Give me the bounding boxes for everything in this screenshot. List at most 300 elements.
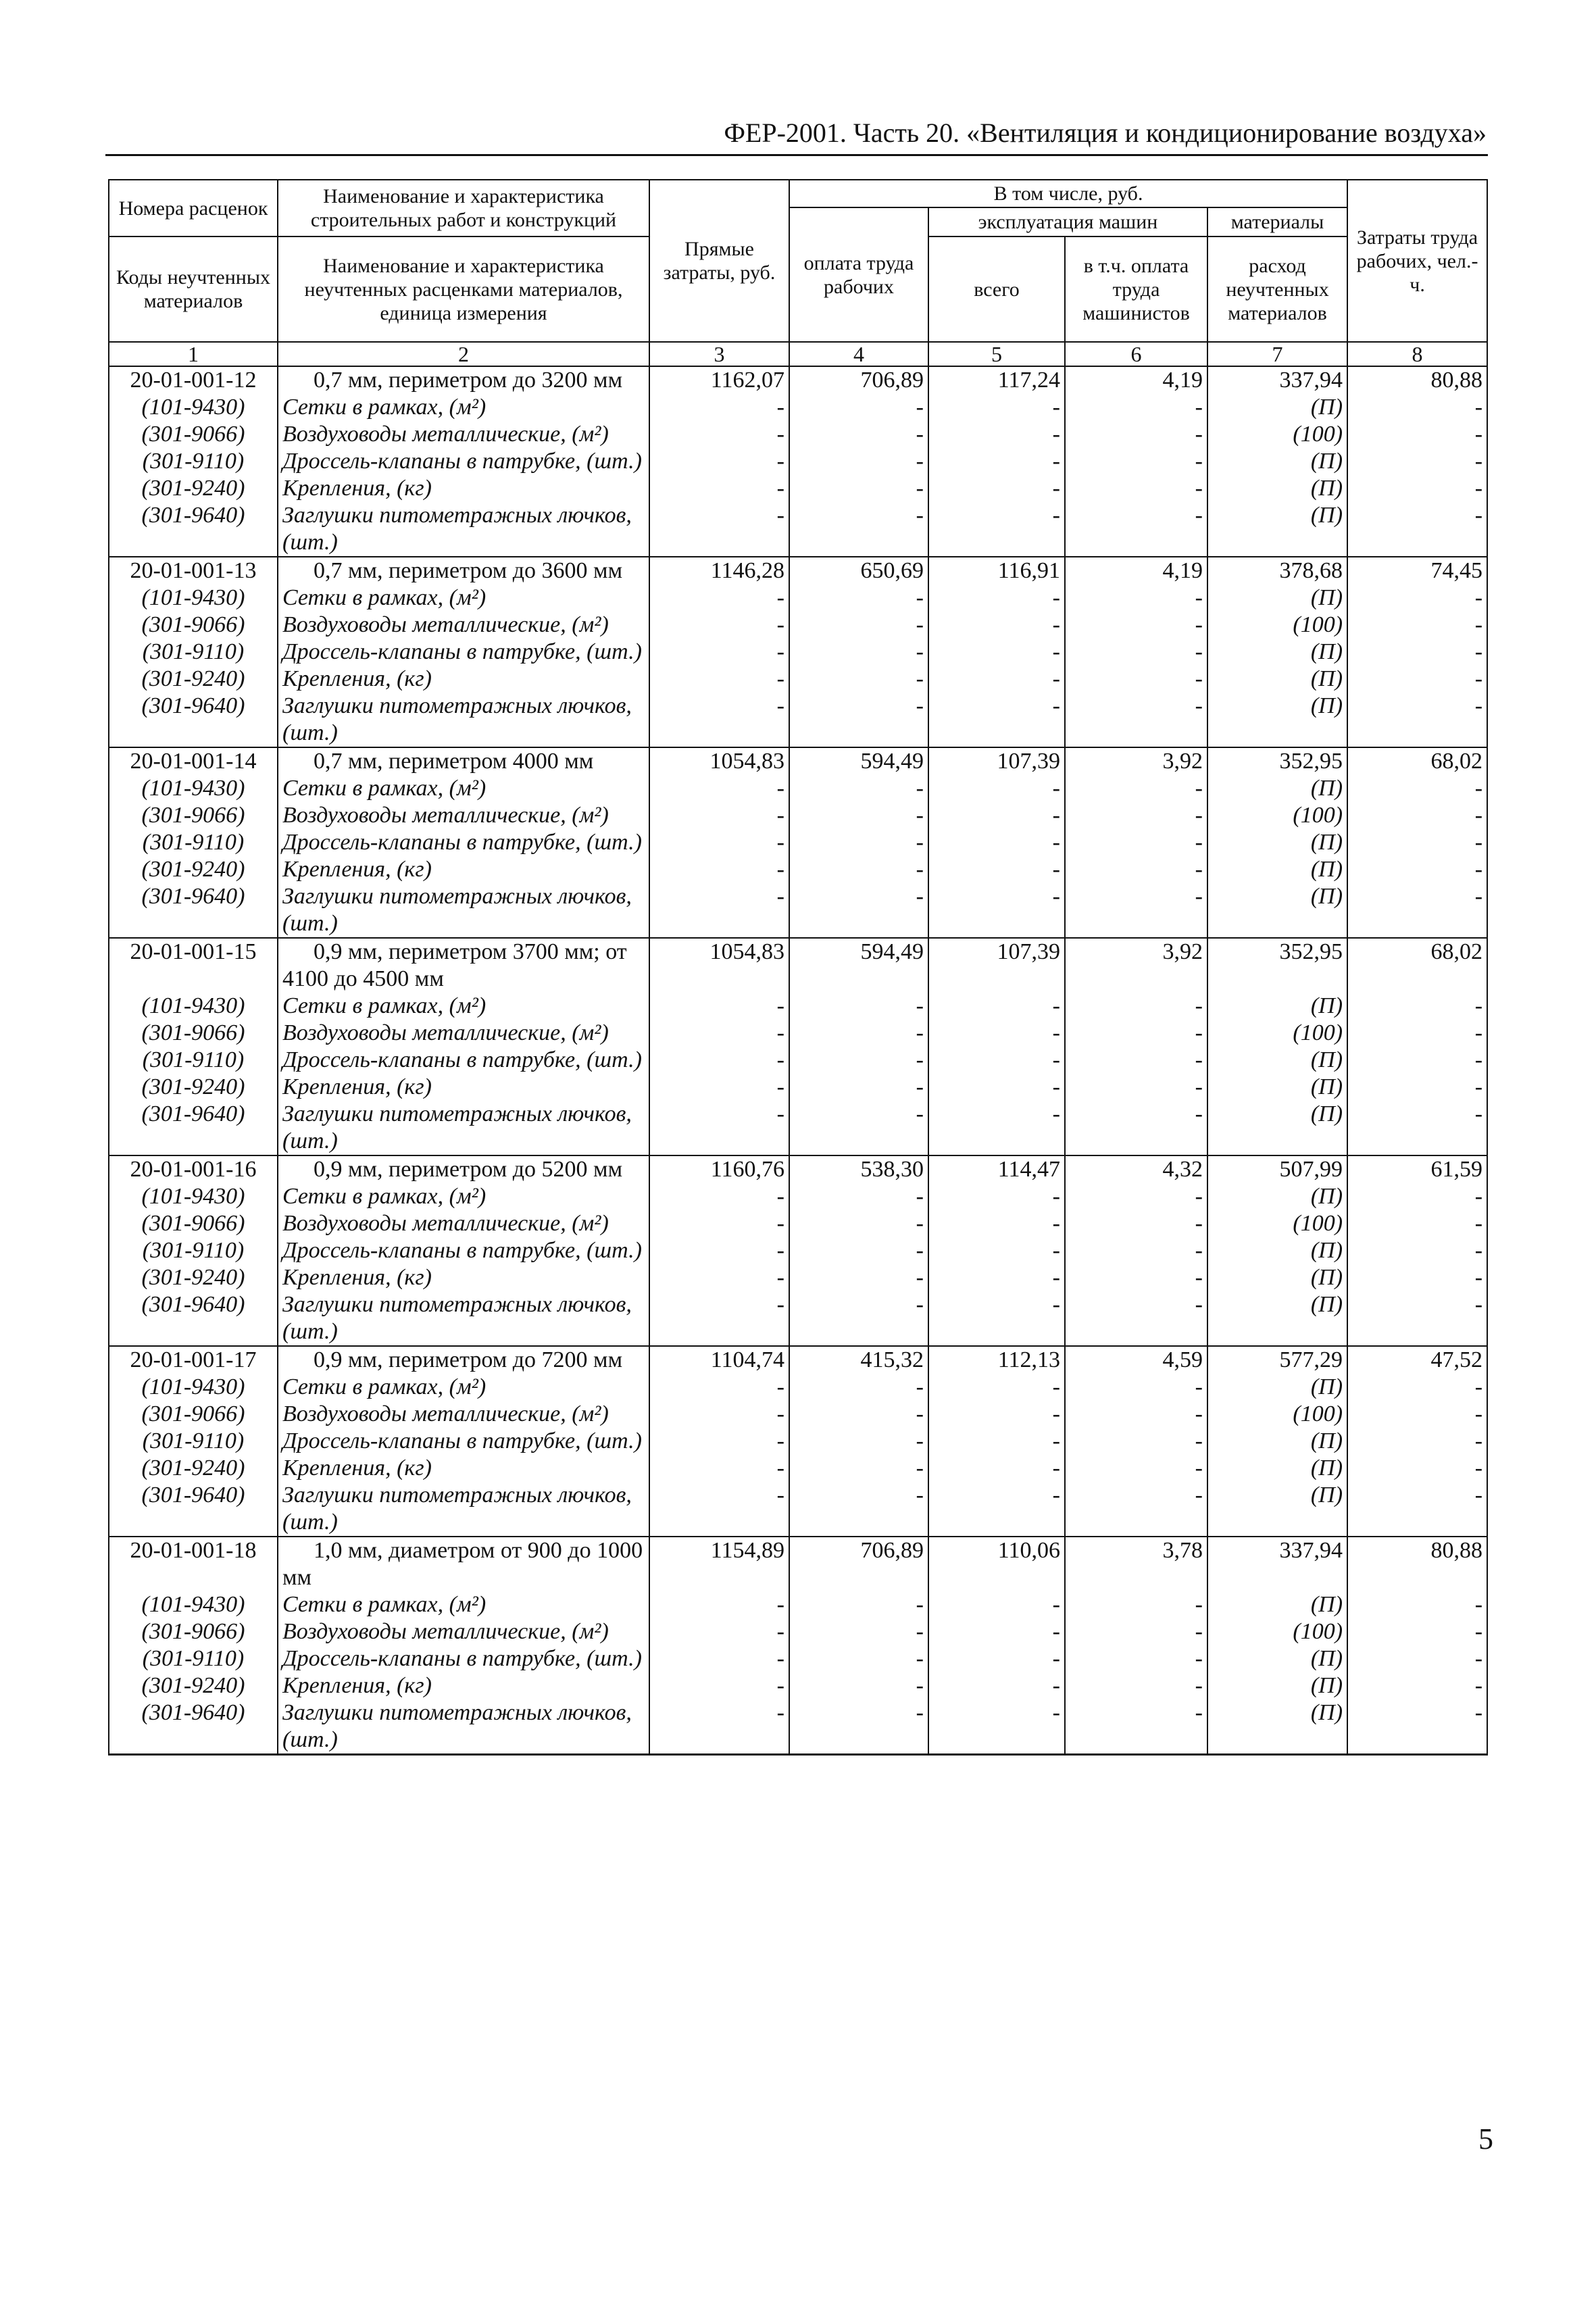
- material-row: [109, 639, 1487, 666]
- material-usage: (П): [1207, 639, 1347, 666]
- dash-cell: -: [649, 1237, 789, 1264]
- material-code: (301-9240): [109, 1074, 278, 1101]
- dash-cell: -: [928, 1374, 1065, 1401]
- dash-cell: -: [1065, 475, 1207, 502]
- material-usage: (П): [1207, 1672, 1347, 1699]
- dash-cell: -: [928, 612, 1065, 639]
- dash-cell: -: [789, 1183, 928, 1210]
- workers-pay-value: 706,89: [789, 366, 928, 394]
- material-usage: (П): [1207, 1591, 1347, 1618]
- materials-value: 577,29: [1207, 1346, 1347, 1374]
- dash-cell: -: [649, 1264, 789, 1291]
- dash-cell: -: [1347, 1645, 1487, 1672]
- dash-cell: -: [1347, 1618, 1487, 1645]
- dash-cell: -: [649, 1374, 789, 1401]
- dash-cell: -: [649, 1047, 789, 1074]
- material-usage: (П): [1207, 1291, 1347, 1346]
- rate-name: 0,9 мм, периметром 3700 мм; от 4100 до 4500 мм: [278, 938, 649, 993]
- material-usage: (П): [1207, 993, 1347, 1020]
- material-usage: (П): [1207, 1374, 1347, 1401]
- dash-cell: -: [1347, 1074, 1487, 1101]
- material-code: (301-9066): [109, 1401, 278, 1428]
- material-code: (301-9110): [109, 639, 278, 666]
- rate-name: 0,9 мм, периметром до 5200 мм: [278, 1155, 649, 1183]
- material-usage: (П): [1207, 856, 1347, 883]
- rate-name: 0,7 мм, периметром до 3600 мм: [278, 557, 649, 584]
- dash-cell: -: [789, 1101, 928, 1155]
- material-code: (301-9240): [109, 475, 278, 502]
- material-usage: (П): [1207, 1264, 1347, 1291]
- material-usage: (П): [1207, 1482, 1347, 1537]
- dash-cell: -: [1065, 1482, 1207, 1537]
- material-name: Заглушки питометражных лючков, (шт.): [278, 1101, 649, 1155]
- dash-cell: -: [1065, 1101, 1207, 1155]
- dash-cell: -: [1347, 693, 1487, 747]
- material-code: (301-9640): [109, 1291, 278, 1346]
- material-code: (101-9430): [109, 584, 278, 612]
- materials-value: 352,95: [1207, 747, 1347, 775]
- material-row: [109, 993, 1487, 1020]
- dash-cell: -: [649, 883, 789, 938]
- rate-row: [109, 1155, 1487, 1183]
- dash-cell: -: [1065, 1455, 1207, 1482]
- column-number: 2: [278, 342, 649, 366]
- dash-cell: -: [928, 856, 1065, 883]
- dash-cell: -: [1347, 584, 1487, 612]
- direct-costs-value: 1160,76: [649, 1155, 789, 1183]
- dash-cell: -: [649, 1074, 789, 1101]
- dash-cell: -: [1065, 639, 1207, 666]
- dash-cell: -: [1065, 829, 1207, 856]
- header-material-codes: Коды неучтенных материалов: [109, 237, 278, 342]
- dash-cell: -: [928, 1618, 1065, 1645]
- dash-cell: -: [928, 1482, 1065, 1537]
- dash-cell: -: [1347, 448, 1487, 475]
- dash-cell: -: [928, 1455, 1065, 1482]
- material-row: [109, 612, 1487, 639]
- operators-pay-value: 3,92: [1065, 938, 1207, 993]
- column-number: 7: [1207, 342, 1347, 366]
- material-usage: (П): [1207, 693, 1347, 747]
- dash-cell: -: [928, 993, 1065, 1020]
- dash-cell: -: [789, 1591, 928, 1618]
- material-name: Сетки в рамках, (м²): [278, 394, 649, 421]
- dash-cell: -: [789, 1699, 928, 1755]
- material-code: (301-9240): [109, 1264, 278, 1291]
- dash-cell: -: [928, 1047, 1065, 1074]
- dash-cell: -: [1347, 1101, 1487, 1155]
- dash-cell: -: [1065, 1401, 1207, 1428]
- materials-value: 507,99: [1207, 1155, 1347, 1183]
- machines-total-value: 110,06: [928, 1537, 1065, 1591]
- material-usage: (100): [1207, 1618, 1347, 1645]
- material-code: (301-9066): [109, 802, 278, 829]
- dash-cell: -: [789, 775, 928, 802]
- material-row: [109, 502, 1487, 557]
- direct-costs-value: 1146,28: [649, 557, 789, 584]
- dash-cell: -: [1347, 1428, 1487, 1455]
- workers-pay-value: 594,49: [789, 747, 928, 775]
- dash-cell: -: [1347, 1264, 1487, 1291]
- dash-cell: -: [789, 584, 928, 612]
- dash-cell: -: [1065, 993, 1207, 1020]
- dash-cell: -: [789, 1645, 928, 1672]
- material-row: [109, 475, 1487, 502]
- dash-cell: -: [789, 1401, 928, 1428]
- dash-cell: -: [789, 829, 928, 856]
- material-code: (301-9640): [109, 693, 278, 747]
- dash-cell: -: [649, 1455, 789, 1482]
- material-usage: (П): [1207, 1455, 1347, 1482]
- material-name: Сетки в рамках, (м²): [278, 1183, 649, 1210]
- dash-cell: -: [789, 1374, 928, 1401]
- material-name: Заглушки питометражных лючков, (шт.): [278, 883, 649, 938]
- material-row: [109, 856, 1487, 883]
- dash-cell: -: [1065, 394, 1207, 421]
- material-code: (301-9110): [109, 829, 278, 856]
- material-row: [109, 1482, 1487, 1537]
- dash-cell: -: [1065, 1047, 1207, 1074]
- material-row: [109, 1645, 1487, 1672]
- rates-table: [108, 179, 1488, 1756]
- header-machines-total: всего: [928, 237, 1065, 342]
- workers-pay-value: 538,30: [789, 1155, 928, 1183]
- workers-pay-value: 415,32: [789, 1346, 928, 1374]
- dash-cell: -: [789, 1482, 928, 1537]
- material-row: [109, 1264, 1487, 1291]
- table-body: [109, 366, 1487, 1755]
- dash-cell: -: [1065, 1672, 1207, 1699]
- labor-hours-value: 61,59: [1347, 1155, 1487, 1183]
- material-code: (301-9640): [109, 1101, 278, 1155]
- dash-cell: -: [1065, 1699, 1207, 1755]
- dash-cell: -: [789, 421, 928, 448]
- header-materials-usage: расход неучтенных материалов: [1207, 237, 1347, 342]
- material-usage: (100): [1207, 1401, 1347, 1428]
- dash-cell: -: [789, 394, 928, 421]
- dash-cell: -: [1347, 775, 1487, 802]
- material-code: (301-9240): [109, 1672, 278, 1699]
- material-name: Заглушки питометражных лючков, (шт.): [278, 502, 649, 557]
- dash-cell: -: [649, 448, 789, 475]
- dash-cell: -: [1347, 1291, 1487, 1346]
- material-code: (301-9066): [109, 1210, 278, 1237]
- machines-total-value: 116,91: [928, 557, 1065, 584]
- dash-cell: -: [1347, 1455, 1487, 1482]
- dash-cell: -: [1065, 775, 1207, 802]
- material-usage: (П): [1207, 394, 1347, 421]
- direct-costs-value: 1054,83: [649, 938, 789, 993]
- material-usage: (П): [1207, 1428, 1347, 1455]
- dash-cell: -: [1065, 1618, 1207, 1645]
- material-row: [109, 1210, 1487, 1237]
- dash-cell: -: [789, 1618, 928, 1645]
- dash-cell: -: [789, 1047, 928, 1074]
- dash-cell: -: [789, 993, 928, 1020]
- dash-cell: -: [649, 502, 789, 557]
- material-code: (301-9066): [109, 1618, 278, 1645]
- header-workers-pay: оплата труда рабочих: [789, 207, 928, 342]
- column-number: 3: [649, 342, 789, 366]
- material-usage: (П): [1207, 502, 1347, 557]
- material-name: Воздуховоды металлические, (м²): [278, 1401, 649, 1428]
- dash-cell: -: [1347, 1374, 1487, 1401]
- material-row: [109, 448, 1487, 475]
- material-row: [109, 394, 1487, 421]
- material-name: Воздуховоды металлические, (м²): [278, 1020, 649, 1047]
- operators-pay-value: 3,78: [1065, 1537, 1207, 1591]
- material-code: (101-9430): [109, 993, 278, 1020]
- material-usage: (П): [1207, 1699, 1347, 1755]
- dash-cell: -: [1065, 802, 1207, 829]
- dash-cell: -: [928, 584, 1065, 612]
- material-name: Сетки в рамках, (м²): [278, 584, 649, 612]
- material-row: [109, 829, 1487, 856]
- header-operators-pay: в т.ч. оплата труда машинистов: [1065, 237, 1207, 342]
- dash-cell: -: [649, 1618, 789, 1645]
- material-name: Воздуховоды металлические, (м²): [278, 1618, 649, 1645]
- machines-total-value: 117,24: [928, 366, 1065, 394]
- material-name: Крепления, (кг): [278, 1074, 649, 1101]
- dash-cell: -: [928, 1074, 1065, 1101]
- material-name: Заглушки питометражных лючков, (шт.): [278, 1482, 649, 1537]
- dash-cell: -: [649, 612, 789, 639]
- dash-cell: -: [649, 993, 789, 1020]
- material-row: [109, 1074, 1487, 1101]
- rate-code: 20-01-001-17: [109, 1346, 278, 1374]
- material-usage: (100): [1207, 421, 1347, 448]
- material-code: (301-9640): [109, 1699, 278, 1755]
- dash-cell: -: [1347, 475, 1487, 502]
- header-direct-costs: Прямые затраты, руб.: [649, 180, 789, 342]
- header-material-description: Наименование и характеристика неучтенных расценками материалов, единица измерения: [278, 237, 649, 342]
- dash-cell: -: [649, 1672, 789, 1699]
- material-code: (301-9240): [109, 1455, 278, 1482]
- dash-cell: -: [649, 829, 789, 856]
- dash-cell: -: [649, 1699, 789, 1755]
- material-usage: (П): [1207, 829, 1347, 856]
- dash-cell: -: [928, 639, 1065, 666]
- material-row: [109, 421, 1487, 448]
- dash-cell: -: [1065, 1074, 1207, 1101]
- dash-cell: -: [1347, 802, 1487, 829]
- dash-cell: -: [1347, 1401, 1487, 1428]
- dash-cell: -: [928, 775, 1065, 802]
- rate-row: [109, 1346, 1487, 1374]
- material-row: [109, 1047, 1487, 1074]
- dash-cell: -: [1347, 1047, 1487, 1074]
- material-code: (301-9640): [109, 883, 278, 938]
- rate-code: 20-01-001-15: [109, 938, 278, 993]
- dash-cell: -: [1347, 1020, 1487, 1047]
- dash-cell: -: [1347, 1699, 1487, 1755]
- material-name: Дроссель-клапаны в патрубке, (шт.): [278, 1047, 649, 1074]
- dash-cell: -: [928, 1183, 1065, 1210]
- dash-cell: -: [1065, 421, 1207, 448]
- header-rule: [105, 154, 1488, 156]
- material-name: Заглушки питометражных лючков, (шт.): [278, 1291, 649, 1346]
- material-usage: (П): [1207, 1183, 1347, 1210]
- dash-cell: -: [1347, 666, 1487, 693]
- dash-cell: -: [1347, 829, 1487, 856]
- header-machine-operation: эксплуатация машин: [928, 207, 1207, 237]
- machines-total-value: 114,47: [928, 1155, 1065, 1183]
- material-row: [109, 1374, 1487, 1401]
- dash-cell: -: [1347, 1210, 1487, 1237]
- dash-cell: -: [1347, 993, 1487, 1020]
- materials-value: 352,95: [1207, 938, 1347, 993]
- dash-cell: -: [789, 693, 928, 747]
- dash-cell: -: [789, 666, 928, 693]
- material-row: [109, 1428, 1487, 1455]
- dash-cell: -: [789, 883, 928, 938]
- material-row: [109, 1699, 1487, 1755]
- column-number: 8: [1347, 342, 1487, 366]
- material-name: Сетки в рамках, (м²): [278, 993, 649, 1020]
- dash-cell: -: [928, 1264, 1065, 1291]
- material-usage: (П): [1207, 775, 1347, 802]
- material-name: Дроссель-клапаны в патрубке, (шт.): [278, 448, 649, 475]
- rate-row: [109, 747, 1487, 775]
- material-usage: (П): [1207, 1047, 1347, 1074]
- dash-cell: -: [789, 612, 928, 639]
- dash-cell: -: [789, 448, 928, 475]
- material-row: [109, 1591, 1487, 1618]
- header-including: В том числе, руб.: [789, 180, 1347, 207]
- material-code: (301-9110): [109, 1645, 278, 1672]
- direct-costs-value: 1154,89: [649, 1537, 789, 1591]
- dash-cell: -: [649, 1401, 789, 1428]
- material-name: Крепления, (кг): [278, 666, 649, 693]
- material-name: Дроссель-клапаны в патрубке, (шт.): [278, 1237, 649, 1264]
- dash-cell: -: [1065, 612, 1207, 639]
- labor-hours-value: 80,88: [1347, 1537, 1487, 1591]
- dash-cell: -: [649, 775, 789, 802]
- material-name: Заглушки питометражных лючков, (шт.): [278, 1699, 649, 1755]
- materials-value: 378,68: [1207, 557, 1347, 584]
- material-usage: (П): [1207, 448, 1347, 475]
- dash-cell: -: [928, 475, 1065, 502]
- material-code: (101-9430): [109, 1374, 278, 1401]
- dash-cell: -: [928, 693, 1065, 747]
- rate-name: 0,7 мм, периметром до 3200 мм: [278, 366, 649, 394]
- material-code: (301-9110): [109, 1428, 278, 1455]
- dash-cell: -: [1065, 1374, 1207, 1401]
- material-code: (301-9640): [109, 1482, 278, 1537]
- rate-row: [109, 1537, 1487, 1591]
- material-name: Крепления, (кг): [278, 856, 649, 883]
- dash-cell: -: [649, 1645, 789, 1672]
- machines-total-value: 107,39: [928, 938, 1065, 993]
- dash-cell: -: [1065, 1210, 1207, 1237]
- material-row: [109, 802, 1487, 829]
- material-usage: (П): [1207, 1074, 1347, 1101]
- dash-cell: -: [649, 1291, 789, 1346]
- dash-cell: -: [1347, 1591, 1487, 1618]
- header-rate-numbers: Номера расценок: [109, 180, 278, 237]
- column-number: 4: [789, 342, 928, 366]
- dash-cell: -: [1347, 639, 1487, 666]
- material-code: (301-9110): [109, 1237, 278, 1264]
- dash-cell: -: [649, 639, 789, 666]
- dash-cell: -: [1065, 1237, 1207, 1264]
- rate-code: 20-01-001-13: [109, 557, 278, 584]
- material-row: [109, 1020, 1487, 1047]
- dash-cell: -: [1065, 448, 1207, 475]
- material-row: [109, 1618, 1487, 1645]
- dash-cell: -: [928, 448, 1065, 475]
- material-row: [109, 1237, 1487, 1264]
- dash-cell: -: [789, 856, 928, 883]
- dash-cell: -: [928, 394, 1065, 421]
- dash-cell: -: [928, 883, 1065, 938]
- dash-cell: -: [1347, 883, 1487, 938]
- dash-cell: -: [649, 475, 789, 502]
- dash-cell: -: [649, 856, 789, 883]
- page-number: 5: [1478, 2122, 1493, 2156]
- dash-cell: -: [1347, 612, 1487, 639]
- material-code: (101-9430): [109, 1183, 278, 1210]
- material-name: Дроссель-клапаны в патрубке, (шт.): [278, 1428, 649, 1455]
- material-name: Крепления, (кг): [278, 1264, 649, 1291]
- material-name: Сетки в рамках, (м²): [278, 1591, 649, 1618]
- dash-cell: -: [1065, 1020, 1207, 1047]
- dash-cell: -: [789, 475, 928, 502]
- dash-cell: -: [1347, 1183, 1487, 1210]
- dash-cell: -: [789, 1237, 928, 1264]
- operators-pay-value: 3,92: [1065, 747, 1207, 775]
- material-code: (301-9110): [109, 448, 278, 475]
- dash-cell: -: [649, 693, 789, 747]
- dash-cell: -: [1065, 1264, 1207, 1291]
- material-usage: (П): [1207, 1101, 1347, 1155]
- dash-cell: -: [1065, 1645, 1207, 1672]
- dash-cell: -: [1347, 856, 1487, 883]
- material-code: (301-9110): [109, 1047, 278, 1074]
- rate-code: 20-01-001-16: [109, 1155, 278, 1183]
- direct-costs-value: 1054,83: [649, 747, 789, 775]
- material-usage: (П): [1207, 883, 1347, 938]
- material-code: (301-9066): [109, 1020, 278, 1047]
- material-usage: (П): [1207, 475, 1347, 502]
- dash-cell: -: [1065, 584, 1207, 612]
- workers-pay-value: 594,49: [789, 938, 928, 993]
- column-number: 6: [1065, 342, 1207, 366]
- dash-cell: -: [1347, 1237, 1487, 1264]
- dash-cell: -: [789, 1210, 928, 1237]
- dash-cell: -: [649, 1428, 789, 1455]
- material-name: Дроссель-клапаны в патрубке, (шт.): [278, 1645, 649, 1672]
- dash-cell: -: [789, 1291, 928, 1346]
- dash-cell: -: [649, 666, 789, 693]
- dash-cell: -: [928, 1020, 1065, 1047]
- materials-value: 337,94: [1207, 366, 1347, 394]
- table-header: [109, 180, 1487, 366]
- dash-cell: -: [1347, 502, 1487, 557]
- dash-cell: -: [649, 1210, 789, 1237]
- dash-cell: -: [928, 1672, 1065, 1699]
- material-code: (301-9066): [109, 421, 278, 448]
- column-number-row: [109, 342, 1487, 366]
- dash-cell: -: [1065, 666, 1207, 693]
- material-usage: (П): [1207, 584, 1347, 612]
- material-code: (301-9640): [109, 502, 278, 557]
- header-materials-group: материалы: [1207, 207, 1347, 237]
- material-name: Воздуховоды металлические, (м²): [278, 612, 649, 639]
- materials-value: 337,94: [1207, 1537, 1347, 1591]
- material-usage: (100): [1207, 612, 1347, 639]
- dash-cell: -: [649, 802, 789, 829]
